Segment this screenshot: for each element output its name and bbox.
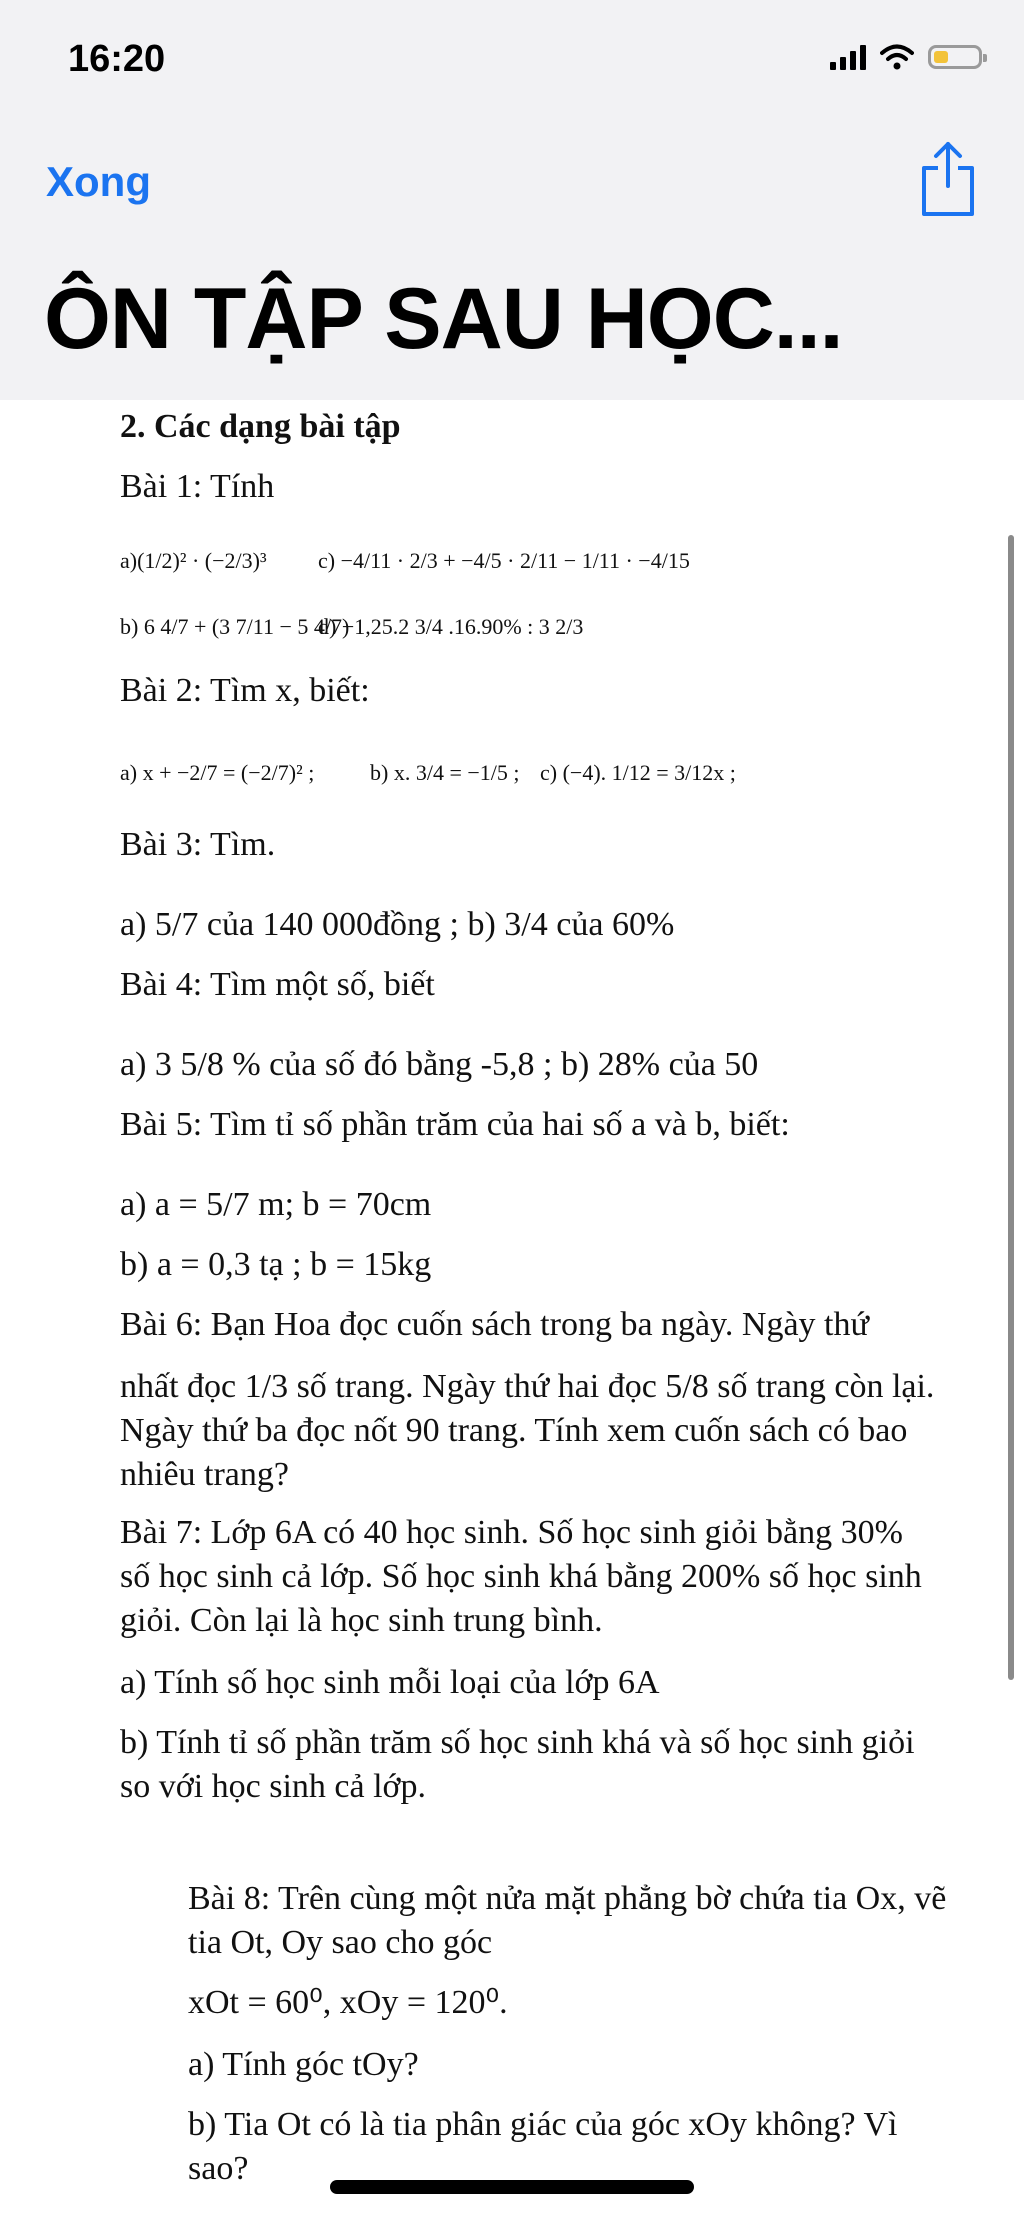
vertical-scrollbar[interactable] [1008, 535, 1014, 1680]
exercise-1-item-d: d) −1,25.2 3/4 .16.90% : 3 2/3 [318, 614, 584, 639]
exercise-4-title: Bài 4: Tìm một số, biết [120, 966, 435, 1003]
battery-icon [928, 45, 982, 69]
page-title: ÔN TẬP SAU HỌC... [44, 271, 843, 367]
exercise-7-line-3: giỏi. Còn lại là học sinh trung bình. [120, 1602, 603, 1639]
exercise-2-item-c: c) (−4). 1/12 = 3/12x ; [540, 760, 736, 785]
exercise-2-item-b: b) x. 3/4 = −1/5 ; [370, 760, 520, 785]
exercise-7-line-1: Bài 7: Lớp 6A có 40 học sinh. Số học sinh giỏi bằng 30% [120, 1514, 903, 1551]
exercise-1-title: Bài 1: Tính [120, 468, 275, 505]
status-icons [830, 44, 982, 70]
exercise-7-item-b-line-1: b) Tính tỉ số phần trăm số học sinh khá và số học sinh giỏi [120, 1724, 915, 1761]
exercise-1-item-c: c) −4/11 · 2/3 + −4/5 · 2/11 − 1/11 · −4/15 [318, 548, 690, 573]
exercise-6-line-3: Ngày thứ ba đọc nốt 90 trang. Tính xem cuốn sách có bao [120, 1412, 908, 1449]
wifi-icon [880, 44, 914, 70]
exercise-5-item-b: b) a = 0,3 tạ ; b = 15kg [120, 1246, 432, 1283]
exercise-6-line-2: nhất đọc 1/3 số trang. Ngày thứ hai đọc 5/8 số trang còn lại. [120, 1368, 935, 1405]
exercise-8-line-3: xOt = 60⁰, xOy = 120⁰. [188, 1984, 508, 2021]
exercise-2-title: Bài 2: Tìm x, biết: [120, 672, 370, 709]
section-heading: 2. Các dạng bài tập [120, 408, 401, 445]
exercise-8-line-2: tia Ot, Oy sao cho góc [188, 1924, 493, 1961]
exercise-8-item-b-line-2: sao? [188, 2150, 249, 2187]
done-button[interactable]: Xong [46, 158, 151, 205]
exercise-1-item-a: a)(1/2)² · (−2/3)³ [120, 548, 267, 573]
exercise-7-item-a: a) Tính số học sinh mỗi loại của lớp 6A [120, 1664, 660, 1701]
exercise-3-title: Bài 3: Tìm. [120, 826, 276, 863]
exercise-6-line-4: nhiêu trang? [120, 1456, 289, 1493]
home-indicator[interactable] [330, 2180, 694, 2194]
exercise-8-item-a: a) Tính góc tOy? [188, 2046, 419, 2083]
exercise-4-items: a) 3 5/8 % của số đó bằng -5,8 ; b) 28% của 50 [120, 1046, 759, 1083]
exercise-8-line-1: Bài 8: Trên cùng một nửa mặt phẳng bờ chứa tia Ox, vẽ [188, 1880, 947, 1917]
exercise-2-item-a: a) x + −2/7 = (−2/7)² ; [120, 760, 315, 785]
exercise-5-item-a: a) a = 5/7 m; b = 70cm [120, 1186, 432, 1223]
cellular-signal-icon [830, 44, 866, 70]
exercise-6-line-1: Bài 6: Bạn Hoa đọc cuốn sách trong ba ngày. Ngày thứ [120, 1306, 869, 1343]
exercise-7-item-b-line-2: so với học sinh cả lớp. [120, 1768, 427, 1805]
navigation-header [0, 0, 1024, 400]
exercise-3-items: a) 5/7 của 140 000đồng ; b) 3/4 của 60% [120, 906, 675, 943]
status-time: 16:20 [68, 38, 166, 80]
exercise-8-item-b-line-1: b) Tia Ot có là tia phân giác của góc xOy không? Vì [188, 2106, 898, 2143]
share-icon[interactable] [918, 138, 978, 220]
exercise-5-title: Bài 5: Tìm tỉ số phần trăm của hai số a và b, biết: [120, 1106, 790, 1143]
exercise-1-item-b: b) 6 4/7 + (3 7/11 − 5 4/7) [120, 614, 350, 639]
exercise-7-line-2: số học sinh cả lớp. Số học sinh khá bằng 200% số học sinh [120, 1558, 922, 1595]
